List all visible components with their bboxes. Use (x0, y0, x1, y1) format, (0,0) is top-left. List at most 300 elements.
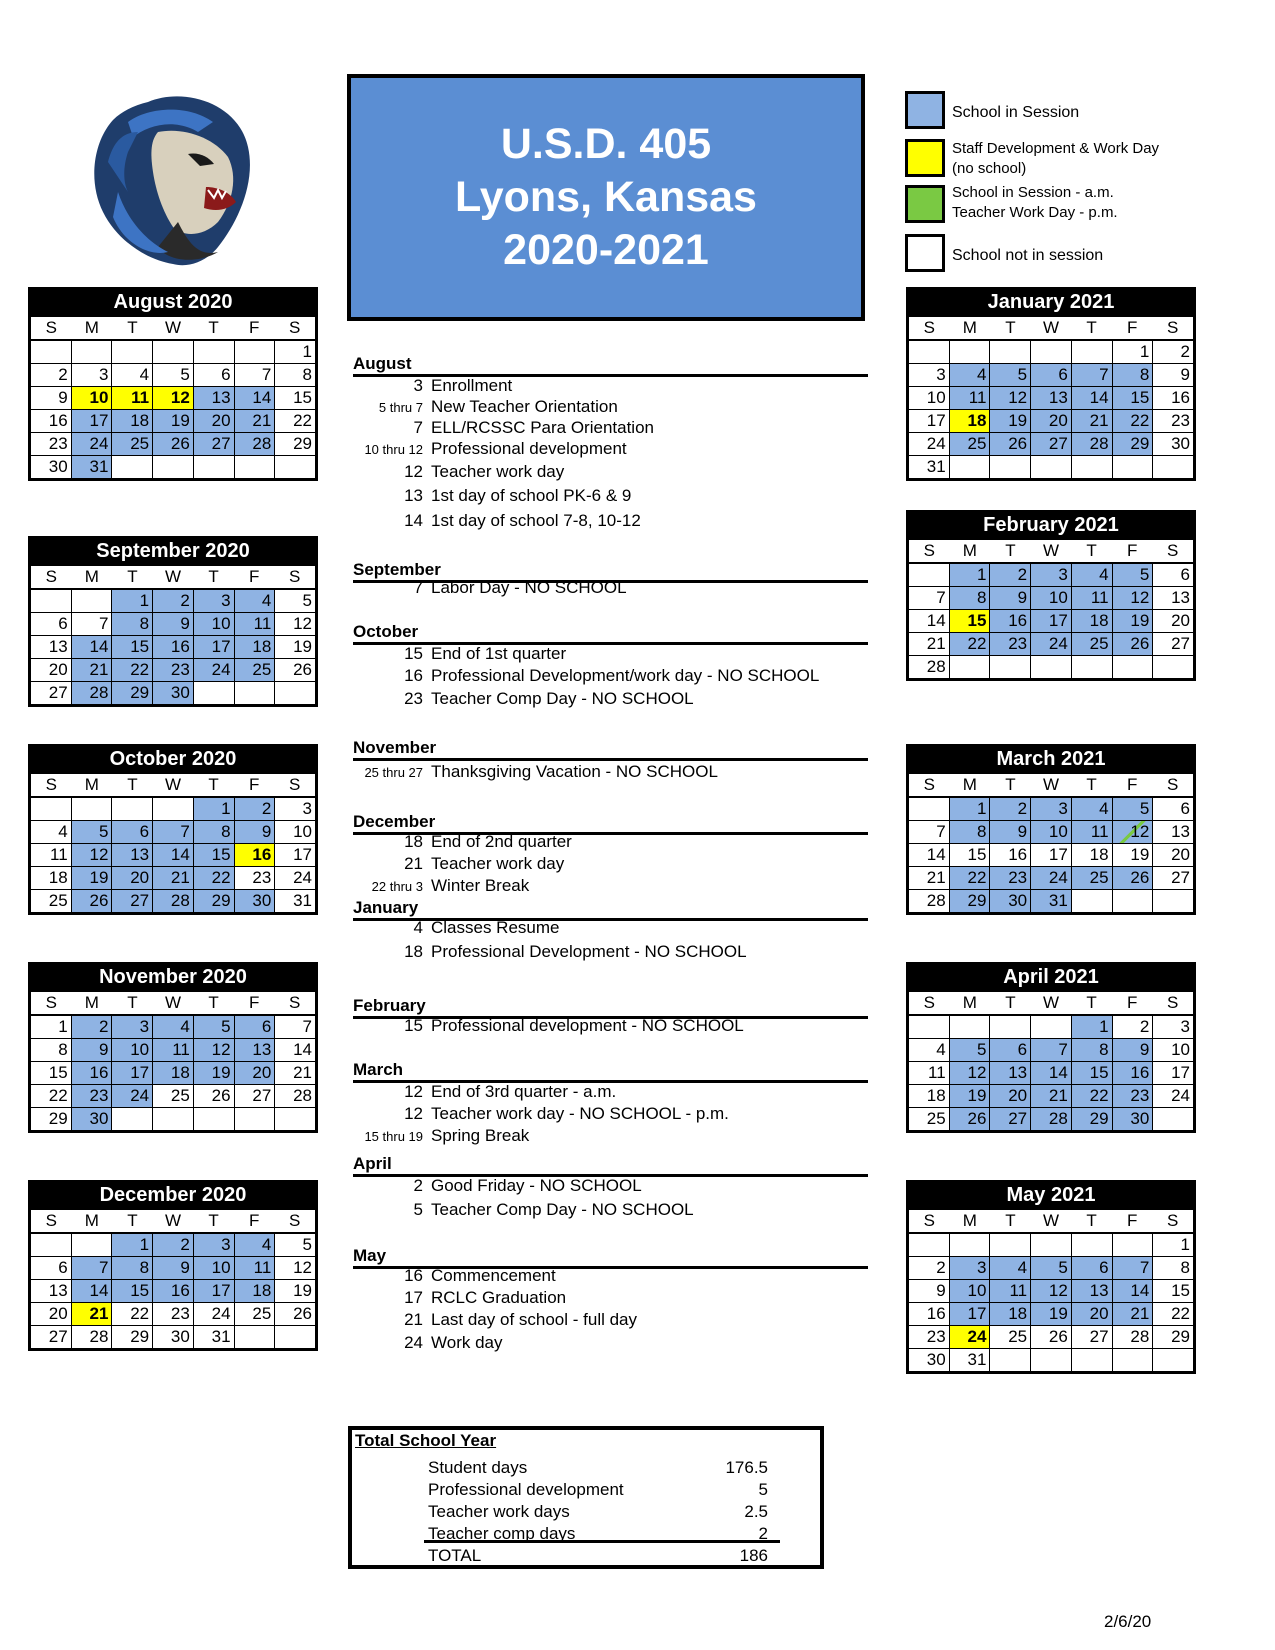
weekday-label: F (1126, 1211, 1138, 1230)
day-cell: 23 (72, 1085, 112, 1107)
event-date: 16 (404, 666, 423, 685)
totals-label: Professional development (428, 1480, 624, 1499)
day-cell: 14 (909, 610, 949, 632)
day-cell: 19 (950, 1085, 990, 1107)
weekday-label: F (248, 1211, 260, 1230)
empty-cell (275, 1326, 315, 1348)
event-item (353, 1016, 863, 1036)
totals-label: Teacher work days (428, 1502, 570, 1521)
day-cell: 19 (1031, 1303, 1071, 1325)
day-grid (909, 1232, 1193, 1371)
calendar-november-2020 (28, 962, 318, 1133)
event-item (353, 397, 863, 418)
weekday-label: S (1167, 775, 1179, 794)
day-cell: 13 (235, 1039, 275, 1061)
day-cell: 9 (1113, 1039, 1153, 1061)
day-cell: 18 (153, 1062, 193, 1084)
day-cell: 21 (153, 867, 193, 889)
empty-cell (1153, 1349, 1193, 1371)
weekday-label: M (962, 993, 977, 1012)
empty-cell (72, 798, 112, 820)
day-cell: 23 (990, 633, 1030, 655)
event-item (353, 666, 863, 686)
day-cell: 8 (275, 364, 315, 386)
day-cell: 1 (950, 564, 990, 586)
day-cell: 15 (950, 610, 990, 632)
day-cell: 26 (194, 1085, 234, 1107)
calendar-march-2021 (906, 744, 1196, 915)
day-cell: 11 (1072, 587, 1112, 609)
event-text: Professional Development - NO SCHOOL (431, 942, 747, 961)
day-cell: 3 (194, 590, 234, 612)
weekday-label: W (164, 1211, 182, 1230)
weekday-label: T (1086, 318, 1097, 337)
day-cell: 23 (235, 867, 275, 889)
day-cell: 2 (153, 590, 193, 612)
day-cell: 28 (1113, 1326, 1153, 1348)
event-text: Professional Development/work day - NO SCHOOL (431, 666, 820, 685)
day-cell: 3 (275, 798, 315, 820)
day-cell: 3 (1031, 564, 1071, 586)
day-cell: 2 (153, 1234, 193, 1256)
day-cell: 14 (153, 844, 193, 866)
day-cell: 13 (1031, 387, 1071, 409)
event-text: End of 3rd quarter - a.m. (431, 1082, 617, 1101)
event-date: 5 (413, 1200, 423, 1219)
event-text: Good Friday - NO SCHOOL (431, 1176, 642, 1195)
day-cell: 28 (275, 1085, 315, 1107)
day-cell: 5 (990, 364, 1030, 386)
day-cell: 14 (1031, 1062, 1071, 1084)
event-item (353, 376, 863, 396)
day-cell: 21 (275, 1062, 315, 1084)
day-cell: 6 (990, 1039, 1030, 1061)
event-date: 12 (404, 1104, 423, 1123)
weekday-label: S (1167, 541, 1179, 560)
day-cell: 31 (1031, 890, 1071, 912)
calendar-april-2021 (906, 962, 1196, 1133)
weekday-label: M (962, 541, 977, 560)
weekday-label: T (1005, 993, 1016, 1012)
day-cell: 22 (1113, 410, 1153, 432)
day-cell: 16 (72, 1062, 112, 1084)
weekday-header (31, 1210, 315, 1232)
day-cell: 17 (950, 1303, 990, 1325)
day-cell: 13 (1072, 1280, 1112, 1302)
day-cell: 12 (1113, 821, 1153, 843)
day-cell: 27 (1153, 633, 1193, 655)
day-cell: 27 (1072, 1326, 1112, 1348)
day-cell: 11 (235, 613, 275, 635)
calendar-title: February 2021 (983, 514, 1119, 536)
totals-row (428, 1480, 768, 1500)
event-text: Teacher work day - NO SCHOOL - p.m. (431, 1104, 729, 1123)
day-cell: 1 (950, 798, 990, 820)
day-cell: 4 (1072, 798, 1112, 820)
day-cell: 5 (1031, 1257, 1071, 1279)
weekday-label: W (1042, 541, 1060, 560)
totals-value: 176.5 (725, 1458, 768, 1477)
event-item (353, 644, 863, 664)
day-cell: 5 (950, 1039, 990, 1061)
event-text: Teacher Comp Day - NO SCHOOL (431, 689, 694, 708)
day-cell: 10 (909, 387, 949, 409)
empty-cell (1153, 890, 1193, 912)
day-cell: 15 (194, 844, 234, 866)
legend-label-staff: Staff Development & Work Day (952, 140, 1160, 157)
day-cell: 21 (909, 867, 949, 889)
day-cell: 9 (990, 587, 1030, 609)
empty-cell (1072, 890, 1112, 912)
empty-cell (31, 341, 71, 363)
day-cell: 31 (194, 1326, 234, 1348)
empty-cell (112, 798, 152, 820)
day-cell: 20 (235, 1062, 275, 1084)
day-cell: 26 (990, 433, 1030, 455)
day-cell: 3 (950, 1257, 990, 1279)
day-cell: 25 (1072, 633, 1112, 655)
day-cell: 29 (950, 890, 990, 912)
day-cell: 30 (990, 890, 1030, 912)
day-cell: 30 (909, 1349, 949, 1371)
weekday-label: M (84, 775, 99, 794)
weekday-label: T (1005, 318, 1016, 337)
day-cell: 3 (1031, 798, 1071, 820)
day-cell: 27 (235, 1085, 275, 1107)
day-cell: 28 (909, 656, 949, 678)
day-cell: 8 (31, 1039, 71, 1061)
calendar-title: January 2021 (987, 291, 1115, 313)
empty-cell (194, 682, 234, 704)
legend-label-staff-2: (no school) (952, 160, 1027, 177)
day-cell: 18 (235, 636, 275, 658)
event-text: Professional development - NO SCHOOL (431, 1016, 744, 1035)
day-cell: 10 (1031, 821, 1071, 843)
weekday-label: S (923, 318, 935, 337)
empty-cell (950, 1016, 990, 1038)
day-cell: 3 (1153, 1016, 1193, 1038)
day-cell: 5 (1113, 798, 1153, 820)
weekday-label: M (962, 775, 977, 794)
weekday-label: F (248, 567, 260, 586)
day-cell: 12 (1031, 1280, 1071, 1302)
calendar-title: March 2021 (996, 748, 1106, 770)
weekday-label: T (208, 775, 219, 794)
weekday-label: T (1086, 541, 1097, 560)
day-cell: 18 (112, 410, 152, 432)
day-cell: 19 (72, 867, 112, 889)
day-cell: 29 (112, 682, 152, 704)
day-cell: 1 (194, 798, 234, 820)
event-date: 17 (404, 1288, 423, 1307)
weekday-label: S (923, 775, 935, 794)
day-cell: 4 (235, 1234, 275, 1256)
day-cell: 14 (72, 636, 112, 658)
day-cell: 18 (235, 1280, 275, 1302)
weekday-header (909, 1210, 1193, 1232)
weekday-label: M (84, 993, 99, 1012)
day-cell: 17 (194, 636, 234, 658)
day-cell: 10 (950, 1280, 990, 1302)
event-item (353, 689, 863, 709)
empty-cell (909, 1016, 949, 1038)
empty-cell (990, 341, 1030, 363)
event-item (353, 942, 863, 962)
day-cell: 24 (1153, 1085, 1193, 1107)
empty-cell (909, 1234, 949, 1256)
day-grid (909, 1014, 1193, 1130)
day-cell: 9 (31, 387, 71, 409)
day-cell: 31 (275, 890, 315, 912)
totals-value: 186 (739, 1546, 768, 1565)
day-cell: 23 (1153, 410, 1193, 432)
day-cell: 21 (1031, 1085, 1071, 1107)
day-cell: 16 (31, 410, 71, 432)
empty-cell (1153, 456, 1193, 478)
day-cell: 20 (31, 1303, 71, 1325)
empty-cell (950, 1234, 990, 1256)
event-text: ELL/RCSSC Para Orientation (431, 418, 654, 437)
empty-cell (153, 1108, 193, 1130)
weekday-label: F (248, 775, 260, 794)
day-cell: 11 (1072, 821, 1112, 843)
day-cell: 27 (990, 1108, 1030, 1130)
totals-box (348, 1426, 824, 1569)
weekday-label: S (45, 318, 57, 337)
empty-cell (1031, 1349, 1071, 1371)
day-cell: 27 (31, 682, 71, 704)
calendar-title: May 2021 (1006, 1184, 1096, 1206)
event-text: New Teacher Orientation (431, 397, 618, 416)
day-cell: 21 (1072, 410, 1112, 432)
event-date: 16 (404, 1266, 423, 1285)
day-cell: 11 (235, 1257, 275, 1279)
day-cell: 19 (194, 1062, 234, 1084)
weekday-label: T (1086, 1211, 1097, 1230)
weekday-label: M (84, 1211, 99, 1230)
day-cell: 7 (909, 821, 949, 843)
event-date: 23 (404, 689, 423, 708)
day-cell: 8 (1153, 1257, 1193, 1279)
event-date: 12 (404, 462, 423, 481)
day-cell: 14 (72, 1280, 112, 1302)
empty-cell (1153, 656, 1193, 678)
legend-swatch-session (905, 91, 945, 129)
day-cell: 17 (194, 1280, 234, 1302)
event-date: 12 (404, 1082, 423, 1101)
day-cell: 1 (112, 590, 152, 612)
day-cell: 1 (31, 1016, 71, 1038)
event-month-heading: November (353, 738, 868, 761)
event-date: 2 (413, 1176, 423, 1195)
event-item (353, 1288, 863, 1308)
event-date: 7 (413, 418, 423, 437)
day-cell: 17 (1153, 1062, 1193, 1084)
totals-value: 2.5 (744, 1502, 768, 1521)
weekday-label: T (208, 1211, 219, 1230)
empty-cell (235, 682, 275, 704)
event-date: 15 thru 19 (364, 1129, 423, 1144)
calendar-title: April 2021 (1003, 966, 1099, 988)
day-cell: 20 (112, 867, 152, 889)
day-cell: 19 (990, 410, 1030, 432)
day-cell: 8 (1072, 1039, 1112, 1061)
day-cell: 4 (950, 364, 990, 386)
day-cell: 4 (112, 364, 152, 386)
event-text: Professional development (431, 439, 627, 458)
weekday-label: T (1086, 775, 1097, 794)
day-cell: 9 (909, 1280, 949, 1302)
day-cell: 6 (1031, 364, 1071, 386)
calendar-january-2021 (906, 287, 1196, 481)
day-cell: 25 (990, 1326, 1030, 1348)
empty-cell (112, 341, 152, 363)
calendar-title: August 2020 (113, 291, 233, 313)
weekday-header (31, 992, 315, 1014)
event-item (353, 918, 863, 938)
event-item (353, 1266, 863, 1286)
day-cell: 11 (990, 1280, 1030, 1302)
weekday-label: S (45, 567, 57, 586)
weekday-label: S (289, 318, 301, 337)
day-cell: 16 (1113, 1062, 1153, 1084)
empty-cell (1113, 1234, 1153, 1256)
event-date: 13 (404, 486, 423, 505)
day-cell: 29 (1113, 433, 1153, 455)
event-date: 4 (413, 918, 423, 937)
empty-cell (112, 1108, 152, 1130)
day-cell: 20 (1153, 844, 1193, 866)
weekday-label: M (84, 567, 99, 586)
event-text: Enrollment (431, 376, 513, 395)
day-cell: 12 (72, 844, 112, 866)
day-cell: 22 (31, 1085, 71, 1107)
day-cell: 2 (31, 364, 71, 386)
day-cell: 30 (31, 456, 71, 478)
weekday-label: T (127, 318, 138, 337)
day-cell: 14 (1113, 1280, 1153, 1302)
day-cell: 23 (909, 1326, 949, 1348)
event-item (353, 762, 863, 783)
title-district: U.S.D. 405 (500, 120, 712, 168)
day-cell: 13 (31, 1280, 71, 1302)
day-cell: 7 (1031, 1039, 1071, 1061)
day-cell: 8 (950, 587, 990, 609)
weekday-label: T (208, 993, 219, 1012)
weekday-label: S (923, 541, 935, 560)
calendar-december-2020 (28, 1180, 318, 1351)
day-cell: 22 (1072, 1085, 1112, 1107)
day-cell: 21 (72, 659, 112, 681)
empty-cell (1031, 341, 1071, 363)
weekday-label: T (1005, 1211, 1016, 1230)
day-cell: 28 (909, 890, 949, 912)
day-cell: 8 (194, 821, 234, 843)
totals-divider (424, 1540, 780, 1543)
empty-cell (950, 341, 990, 363)
weekday-label: F (1126, 775, 1138, 794)
event-date: 18 (404, 832, 423, 851)
day-cell: 26 (275, 1303, 315, 1325)
event-date: 18 (404, 942, 423, 961)
day-cell: 15 (1113, 387, 1153, 409)
event-date: 10 thru 12 (364, 442, 423, 457)
day-cell: 23 (990, 867, 1030, 889)
day-grid (909, 339, 1193, 478)
day-cell: 1 (1072, 1016, 1112, 1038)
weekday-header (31, 774, 315, 796)
event-item (353, 439, 863, 460)
weekday-label: F (1126, 318, 1138, 337)
title-year: 2020-2021 (503, 226, 709, 274)
day-cell: 7 (1113, 1257, 1153, 1279)
day-cell: 24 (909, 433, 949, 455)
totals-label: Student days (428, 1458, 528, 1477)
day-cell: 4 (1072, 564, 1112, 586)
day-cell: 24 (112, 1085, 152, 1107)
day-cell: 27 (194, 433, 234, 455)
day-cell: 8 (950, 821, 990, 843)
day-grid (909, 796, 1193, 912)
day-cell: 15 (1072, 1062, 1112, 1084)
day-cell: 5 (1113, 564, 1153, 586)
day-cell: 29 (194, 890, 234, 912)
empty-cell (153, 798, 193, 820)
day-cell: 9 (235, 821, 275, 843)
day-cell: 11 (112, 387, 152, 409)
day-cell: 11 (909, 1062, 949, 1084)
day-cell: 23 (153, 1303, 193, 1325)
event-item (353, 486, 863, 506)
weekday-label: S (45, 775, 57, 794)
calendar-may-2021 (906, 1180, 1196, 1374)
weekday-label: S (45, 1211, 57, 1230)
day-cell: 15 (31, 1062, 71, 1084)
day-cell: 1 (1113, 341, 1153, 363)
day-cell: 17 (1031, 610, 1071, 632)
day-cell: 14 (235, 387, 275, 409)
day-cell: 24 (275, 867, 315, 889)
day-cell: 22 (950, 633, 990, 655)
day-grid (909, 562, 1193, 678)
day-cell: 7 (909, 587, 949, 609)
event-month-heading: October (353, 622, 868, 645)
day-cell: 25 (31, 890, 71, 912)
event-date: 15 (404, 1016, 423, 1035)
day-cell: 1 (275, 341, 315, 363)
empty-cell (31, 1234, 71, 1256)
day-cell: 13 (112, 844, 152, 866)
day-cell: 27 (1031, 433, 1071, 455)
day-cell: 26 (275, 659, 315, 681)
empty-cell (31, 798, 71, 820)
day-cell: 30 (235, 890, 275, 912)
day-cell: 15 (1153, 1280, 1193, 1302)
empty-cell (194, 1108, 234, 1130)
day-cell: 29 (1153, 1326, 1193, 1348)
weekday-label: S (923, 993, 935, 1012)
calendar-september-2020 (28, 536, 318, 707)
event-text: Spring Break (431, 1126, 530, 1145)
event-item (353, 1126, 863, 1147)
day-cell: 7 (72, 613, 112, 635)
event-item (353, 1200, 863, 1220)
empty-cell (112, 456, 152, 478)
empty-cell (1072, 341, 1112, 363)
day-cell: 24 (194, 1303, 234, 1325)
event-date: 7 (413, 578, 423, 597)
day-cell: 26 (72, 890, 112, 912)
